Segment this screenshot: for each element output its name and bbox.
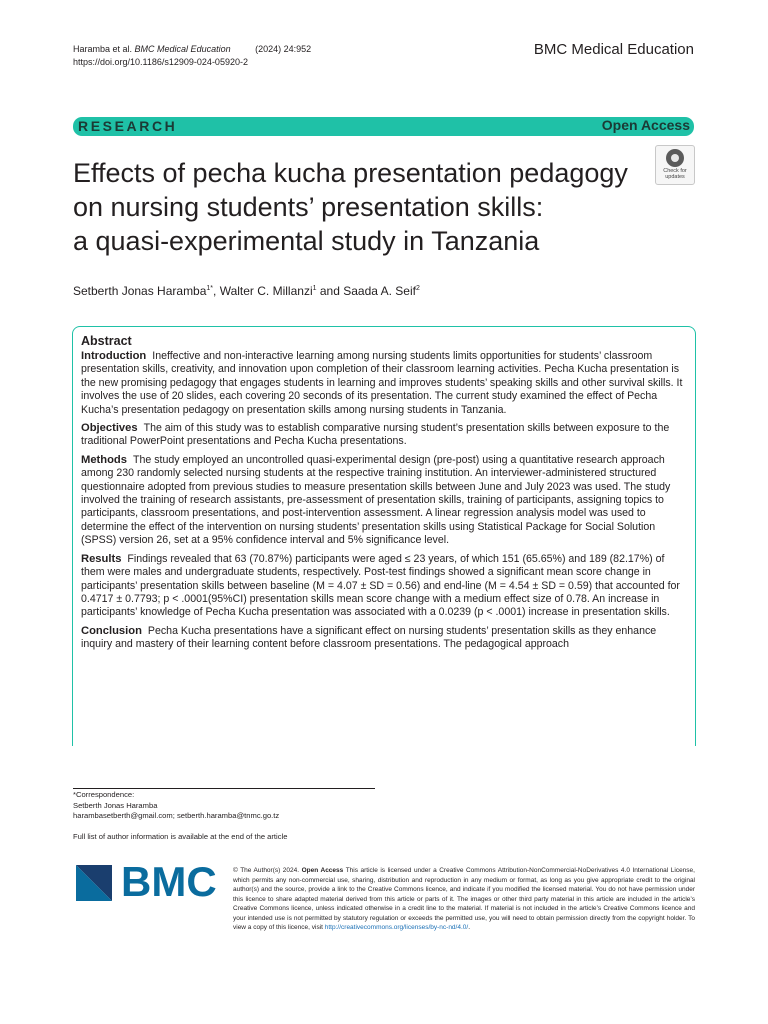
section-label: Methods [81,453,127,466]
article-title [73,156,663,258]
author-2-affiliation: 1 [312,285,317,292]
section-text: Ineffective and non-interactive learning among nursing students limits opportunities for students’ classroom presentation skills, creativity, and innovation upon completion of their classroom learning activities. Pecha Kucha presentation is the new promising pedagogy that engages students in learning and improves students’ speaking skills and other survival skills. It involves the use of 20 slides, each covering 20 seconds of its presentation. The current study examined the effect of Pecha Kucha’s presentation pedagogy on presentation skills among nursing students in Tanzania. [81,350,683,416]
title-line-1: Effects of pecha kucha presentation pedagogy [73,158,628,188]
author-2[interactable]: Walter C. Millanzi [219,284,313,298]
section-text: Findings revealed that 63 (70.87%) participants were aged ≤ 23 years, of which 151 (65.65%) and 189 (82.17%) of them were males and undergraduate students, respectively. Post-test findings showed a significant mean score change in participants’ presentation skills between baseline (M = 4.07 ± SD = 0.56) and end-line (M = 4.54 ± SD = 0.59) that accounted for 0.4717 ± 0.7793; p < .0001(95%CI) presentation skills mean score change with a medium effect size of 0.78. An increase in participants’ knowledge of Pecha Kucha presentation was associated with a 0.0239 (p < .0001) increase in presentation skills. [81,552,680,619]
check-updates-icon [666,149,684,167]
abstract-results [81,553,688,620]
correspondence-name: Setberth Jonas Haramba [73,800,158,810]
abstract-heading: Abstract [81,334,132,348]
license-statement [233,866,695,933]
citation-year: (2024) 24:952 [255,44,312,54]
journal-name: BMC Medical Education [533,41,694,58]
section-text: The study employed an uncontrolled quasi-experimental design (pre-post) using a quantitative research approach among 230 randomly selected nursing students at the respective training institution. An interviewer-administered structured questionnaire adopted from previous studies to measure presentation skills between June and July 2023 was used. The study involved the training of research assistants, pre-assessment of presentation skills, training of participants, assigning topics to participants, classroom presentations, and post-intervention assessment. A linear regression analysis model was used to determine the effect of the intervention on nursing students’ presentation skills using Statistical Package for Social Solution (SPSS) version 26, set at a 95% confidence interval and 5% significance level. [81,453,671,547]
abstract-box [72,326,696,746]
license-open-access: Open Access [301,867,344,874]
correspondence-block [73,790,279,822]
author-3-affiliation: 2 [415,285,420,292]
section-label: Results [81,552,122,565]
correspondence-label: *Correspondence: [73,790,135,799]
license-suffix: . [468,924,471,931]
license-link[interactable]: http://creativecommons.org/licenses/by-nc-nd/4.0/ [324,924,469,931]
open-access-label: Open Access [601,117,690,133]
section-text: The aim of this study was to establish comparative nursing student’s presentation skills between exposure to the traditional PowerPoint presentations and Pecha Kucha presentations. [81,422,670,448]
abstract-objectives [81,422,688,449]
title-line-2: on nursing students’ presentation skills: [73,192,544,222]
section-text: Pecha Kucha presentations have a significant effect on nursing students’ presentation skills as they enhance inquiry and mastery of their learning content before classroom presentations. The pedagogical approach [81,624,657,651]
section-label: Conclusion [81,624,142,637]
full-author-info-note: Full list of author information is available at the end of the article [73,832,288,841]
citation-journal: BMC Medical Education [134,44,231,54]
abstract-methods [81,454,688,548]
bmc-logo-text: BMC [121,858,217,905]
check-updates-line1: Check for [663,168,687,174]
license-body: This article is licensed under a Creative Commons Attribution-NonCommercial-NoDerivatives 4.0 International License, which permits any non-commercial use, sharing, distribution and reproduction in any medium or format, as long as you give appropriate credit to the original author(s) and the source, provide a link to the Creative Commons licence, and indicate if you modified the licensed material. You do not have permission under this licence to share adapted material derived from this article or parts of it. The images or other third party material in this article are included in the article’s Creative Commons licence, unless indicated otherwise in a credit line to the material. If material is not included in the article’s Creative Commons licence and your intended use is not permitted by statutory regulation or exceeds the permitted use, you will need to obtain permission directly from the copyright holder. To view a copy of this licence, visit [233,867,695,931]
license-prefix: © The Author(s) 2024. [233,867,300,874]
abstract-conclusion [81,625,688,652]
author-3[interactable]: Saada A. Seif [343,284,416,298]
bmc-logo-mark-icon [76,865,116,903]
article-type-label: RESEARCH [78,118,178,134]
footnote-divider [73,788,375,789]
author-separator: , [213,284,220,298]
abstract-introduction [81,350,688,417]
author-list [73,284,420,298]
doi-link[interactable]: https://doi.org/10.1186/s12909-024-05920-2 [73,57,248,67]
title-line-3: a quasi-experimental study in Tanzania [73,226,540,256]
running-header-citation [73,43,311,69]
author-1-affiliation: 1* [206,285,214,292]
section-label: Objectives [81,422,138,435]
author-1[interactable]: Setberth Jonas Haramba [73,284,207,298]
section-label: Introduction [81,350,147,362]
citation-authors: Haramba et al. [73,44,133,54]
article-type-banner [73,117,694,136]
author-separator: and [316,284,344,298]
correspondence-emails[interactable]: harambasetberth@gmail.com; setberth.haramba@tnmc.go.tz [73,811,280,820]
check-updates-line2: updates [665,174,685,180]
